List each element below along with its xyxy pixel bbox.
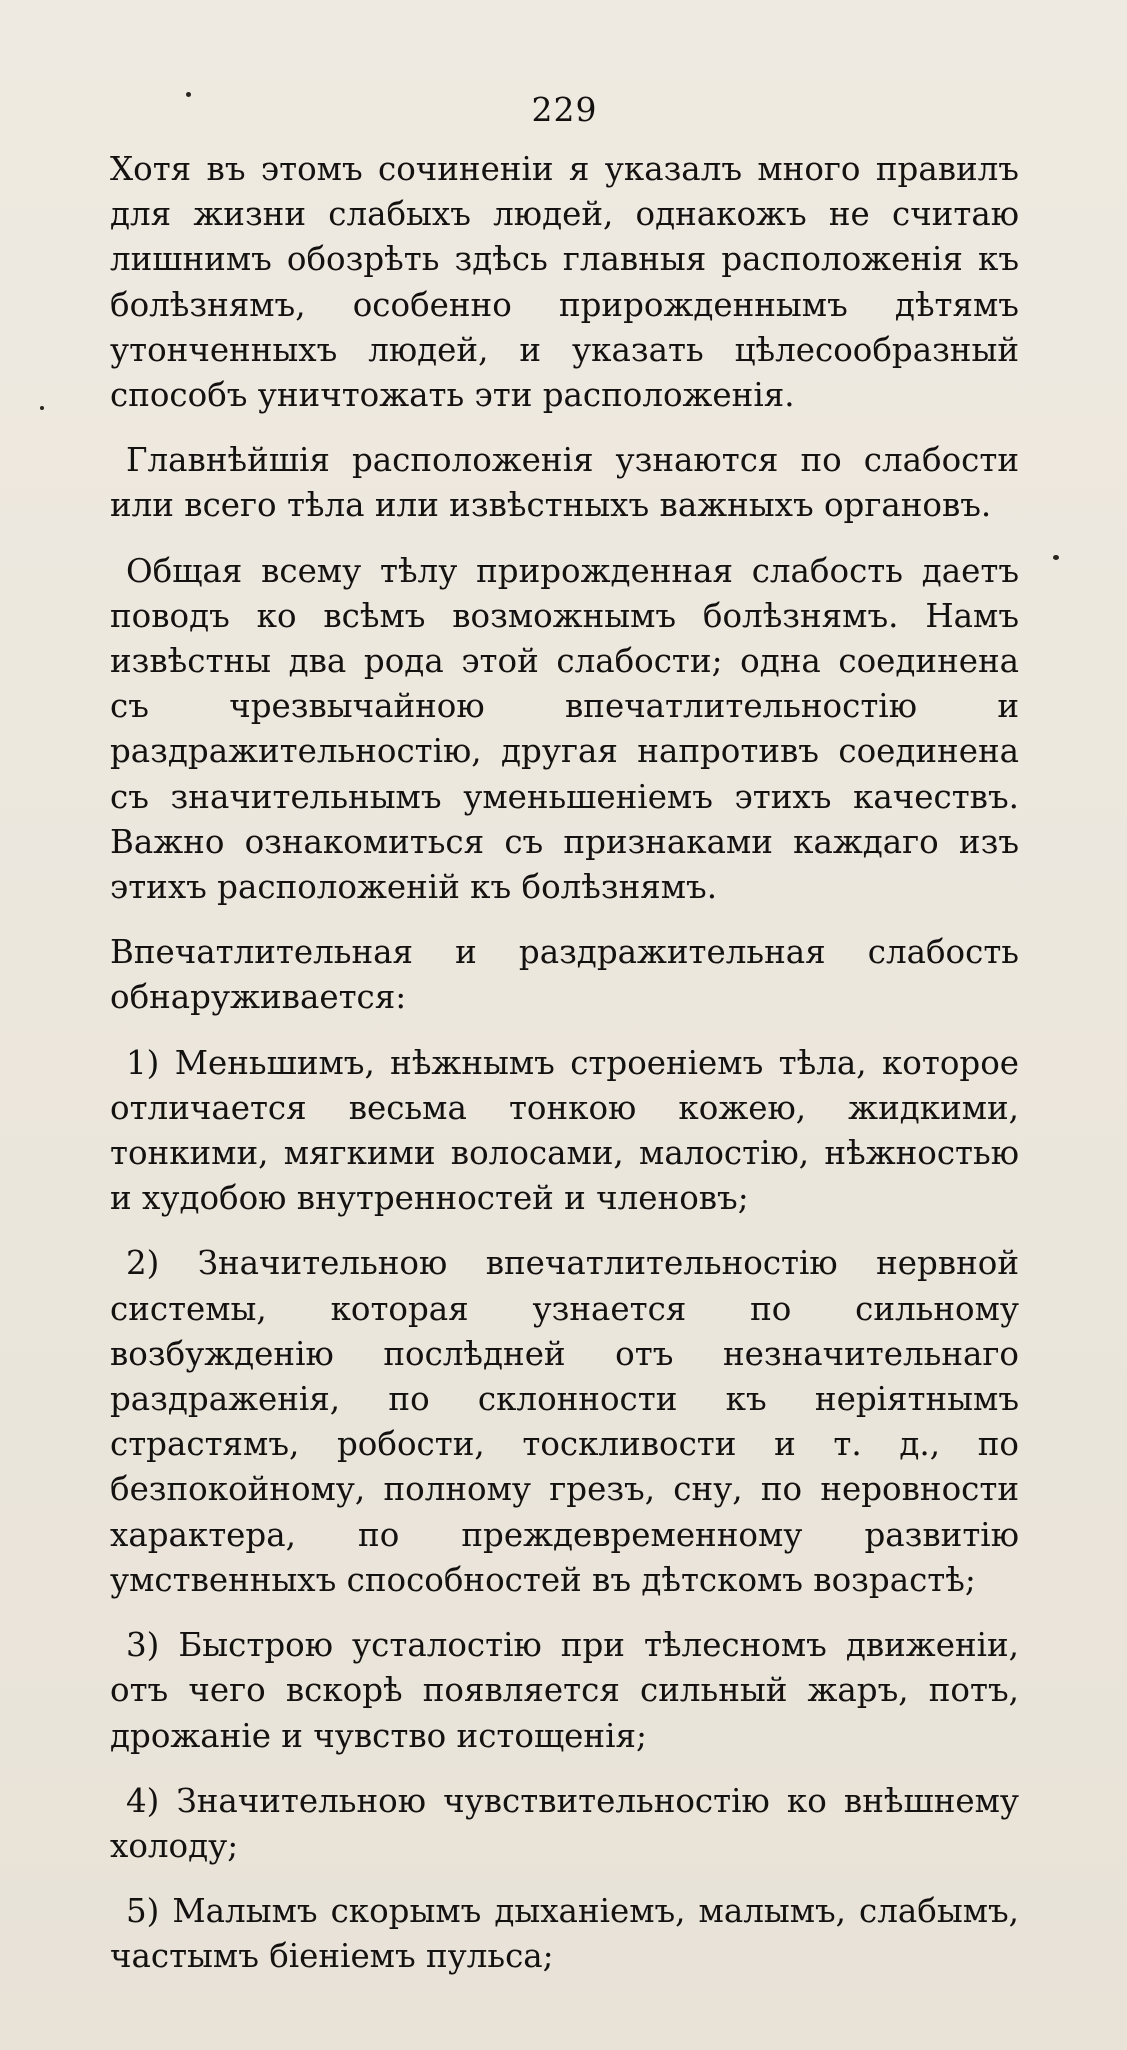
ink-speck-left bbox=[40, 406, 44, 410]
list-item-2: 2) Значительною впечатлительностію нервной системы, которая узнается по сильному возбужденію послѣдней отъ незначительнаго раздраженія, по склонности къ неріятнымъ страстямъ, робости, тоскливости и т. д., по безпокойному, полному грезъ, сну, по неровности характера, по преждевременному развитію умственныхъ способностей въ дѣтскомъ возрастѣ; bbox=[110, 1244, 1019, 1599]
paragraph-general-weakness: Общая всему тѣлу прирожденная слабость даетъ поводъ ко всѣмъ возможнымъ болѣзнямъ. Намъ извѣстны два рода этой слабости; одна соединена съ чрезвычайною впечатлительностію и раздражительностію, другая напротивъ соединена съ значительнымъ уменьшеніемъ этихъ качествъ. Важно ознакомиться съ признаками каждаго изъ этихъ расположеній къ болѣзнямъ. bbox=[110, 551, 1019, 907]
list-item-5: 5) Малымъ скорымъ дыханіемъ, малымъ, слабымъ, частымъ біеніемъ пульса; bbox=[110, 1892, 1019, 1976]
paragraph-main-dispositions: Главнѣйшія расположенія узнаются по слабости или всего тѣла или извѣстныхъ важныхъ органовъ. bbox=[110, 441, 1019, 525]
list-item-4: 4) Значительною чувствительностію ко внѣшнему холоду; bbox=[110, 1781, 1019, 1865]
list-item-3: 3) Быстрою усталостію при тѣлесномъ движеніи, отъ чего вскорѣ появляется сильный жаръ, потъ, дрожаніе и чувство истощенія; bbox=[110, 1626, 1019, 1755]
list-item-1: 1) Меньшимъ, нѣжнымъ строеніемъ тѣла, которое отличается весьма тонкою кожею, жидкими, тонкими, мягкими волосами, малостію, нѣжностью и худобою внутренностей и членовъ; bbox=[110, 1043, 1019, 1218]
page-number: 229 bbox=[531, 90, 598, 129]
ink-speck-right bbox=[1053, 555, 1059, 560]
paragraph-intro: Хотя въ этомъ сочиненіи я указалъ много правилъ для жизни слабыхъ людей, однакожъ не считаю лишнимъ обозрѣть здѣсь главныя расположенія къ болѣзнямъ, особенно прирожденнымъ дѣтямъ утонченныхъ людей, и указать цѣлесообразный способъ уничтожать эти расположенія. bbox=[110, 150, 1019, 415]
paragraph-impressionable-weakness: Впечатлительная и раздражительная слабость обнаруживается: bbox=[110, 933, 1019, 1017]
ink-speck-top bbox=[186, 92, 191, 97]
